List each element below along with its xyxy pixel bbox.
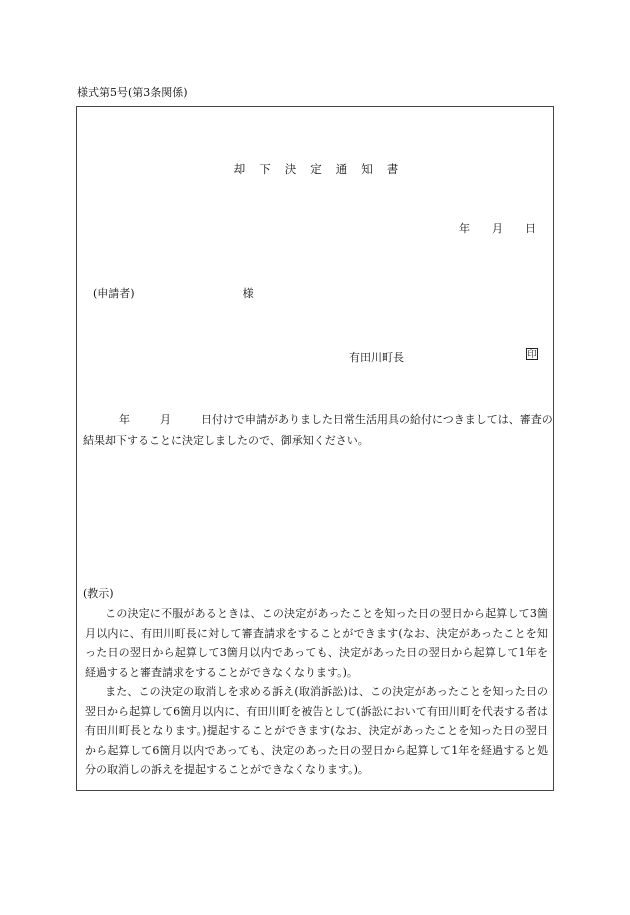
date-day: 日	[525, 222, 536, 235]
notice-paragraph-2	[85, 682, 548, 780]
body-month: 月	[160, 413, 171, 426]
notice-frame	[76, 106, 554, 791]
document-title: 却下決定通知書	[233, 162, 413, 176]
issuer-name: 有田川町長	[349, 351, 404, 364]
date-year: 年	[459, 222, 470, 235]
seal-mark: 印	[527, 350, 537, 360]
notice-paragraph-2-text: また、この決定の取消しを求める訴え(取消訴訟)は、この決定があったことを知った日の翌日から起算して6箇月以内に、有田川町を被告として(訴訟において有田川町を代表する者は有田川町長となります。)提起することができます(なお、決定があったことを知った日の翌日から起算して6箇月以内であっても、決定のあった日の翌日から起算して1年を経過すると処分の取消しの訴えを提起することができなくなります。)。	[85, 685, 548, 776]
decision-body	[83, 409, 553, 451]
notice-paragraph-1-text: この決定に不服があるときは、この決定があったことを知った日の翌日から起算して3箇月以内に、有田川町長に対して審査請求をすることができます(なお、決定があったことを知った日の翌日から起算して3箇月以内であっても、決定があった日の翌日から起算して1年を経過すると審査請求をすることができなくなります。)。	[85, 607, 548, 679]
notice-paragraph-1	[85, 604, 548, 682]
body-year: 年	[119, 413, 130, 426]
body-text: 日付けで申請がありました日常生活用具の給付につきましては、審査の結果却下することに決定しましたので、御承知ください。	[83, 413, 553, 447]
applicant-honorific: 様	[242, 287, 254, 300]
notice-heading: (教示)	[83, 587, 114, 600]
date-month: 月	[492, 222, 503, 235]
applicant-label: (申請者)	[93, 287, 135, 300]
form-number-label: 様式第5号(第3条関係)	[77, 86, 188, 99]
date-line	[459, 220, 536, 236]
applicant-line	[93, 285, 254, 301]
